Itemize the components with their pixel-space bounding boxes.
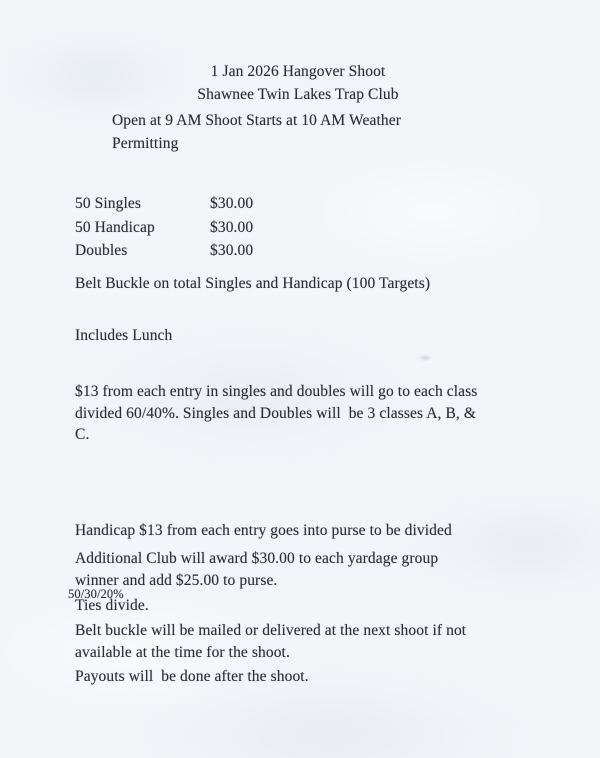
class-split-note: $13 from each entry in singles and doubles will go to each class divided 60/40%. Singles and Doubles will be 3 classes A, B, & C.: [75, 383, 478, 443]
event-name: 50 Handicap: [75, 218, 155, 236]
event-name: 50 Singles: [75, 195, 142, 212]
lunch-note: Includes Lunch: [75, 327, 173, 344]
handicap-split-percentages: 50/30/20%: [68, 587, 124, 601]
event-price: $30.00: [210, 195, 254, 212]
price-row: [75, 216, 253, 240]
ties-note: Ties divide.: [75, 597, 149, 614]
price-list: [75, 192, 253, 263]
hours-note: Open at 9 AM Shoot Starts at 10 AM Weather Permitting: [112, 112, 401, 152]
payouts-note: Payouts will be done after the shoot.: [75, 668, 309, 685]
document-subtitle: Shawnee Twin Lakes Trap Club: [197, 86, 399, 103]
handicap-purse-text: Handicap $13 from each entry goes into purse to be divided: [75, 522, 452, 539]
event-name: Doubles: [75, 242, 128, 259]
document-title: 1 Jan 2026 Hangover Shoot: [210, 63, 386, 80]
price-row: [75, 192, 253, 216]
event-price: $30.00: [210, 218, 254, 236]
event-price: $30.00: [210, 242, 254, 259]
belt-buckle-award-note: Belt Buckle on total Singles and Handicap (100 Targets): [75, 275, 431, 292]
yardage-award-note: Additional Club will award $30.00 to each yardage group winner and add $25.00 to purse.: [75, 550, 439, 589]
price-row: [75, 239, 253, 263]
buckle-delivery-note: Belt buckle will be mailed or delivered at the next shoot if not available at the time for the shoot.: [75, 622, 467, 661]
